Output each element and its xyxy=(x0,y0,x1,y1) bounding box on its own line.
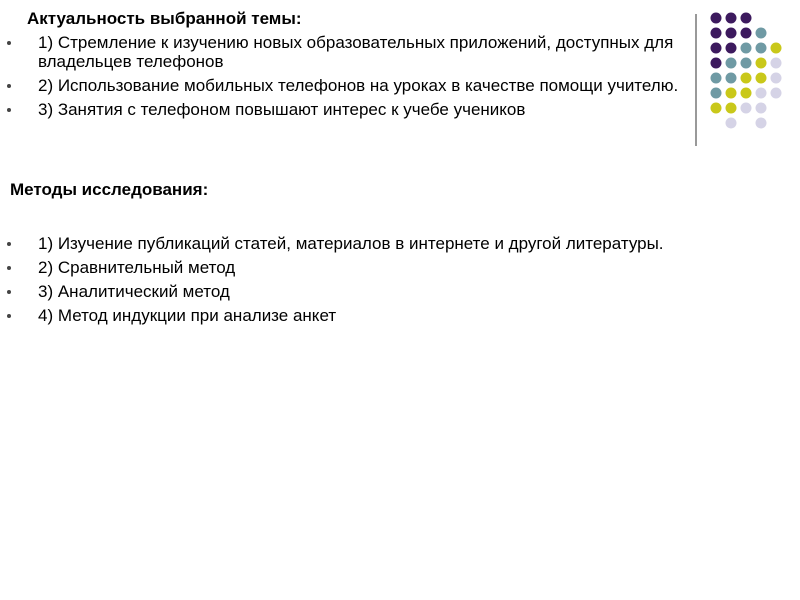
decorative-dot xyxy=(726,28,737,39)
methods-heading: Методы исследования: xyxy=(10,180,209,199)
decorative-dot xyxy=(741,103,752,114)
decorative-dot xyxy=(756,88,767,99)
decorative-dot xyxy=(756,58,767,69)
relevance-heading: Актуальность выбранной темы: xyxy=(27,9,302,28)
decorative-dot xyxy=(756,43,767,54)
bullet-icon xyxy=(7,314,11,318)
decorative-dot xyxy=(726,58,737,69)
decorative-dot xyxy=(726,103,737,114)
decorative-dot xyxy=(756,118,767,129)
decorative-dot xyxy=(741,43,752,54)
decorative-dot xyxy=(726,118,737,129)
decorative-dot xyxy=(711,58,722,69)
decorative-dot xyxy=(711,88,722,99)
decorative-dot xyxy=(756,73,767,84)
decorative-dot xyxy=(711,103,722,114)
bullet-icon xyxy=(7,242,11,246)
list-item-text: 1) Стремление к изучению новых образовательных приложений, доступных для владельцев телефонов xyxy=(38,33,674,71)
decorative-dot xyxy=(771,43,782,54)
list-item xyxy=(0,234,680,253)
decorative-dot xyxy=(711,28,722,39)
list-item-text: 3) Занятия с телефоном повышают интерес к учебе учеников xyxy=(38,100,526,119)
bullet-icon xyxy=(7,266,11,270)
decorative-dot xyxy=(711,73,722,84)
decorative-dot xyxy=(741,88,752,99)
list-item-text: 3) Аналитический метод xyxy=(38,282,230,301)
decorative-dot xyxy=(726,73,737,84)
list-item-text: 1) Изучение публикаций статей, материалов в интернете и другой литературы. xyxy=(38,234,664,253)
list-item-text: 4) Метод индукции при анализе анкет xyxy=(38,306,337,325)
decorative-dot xyxy=(741,13,752,24)
list-item xyxy=(0,306,680,325)
decorative-dot xyxy=(756,28,767,39)
list-item xyxy=(0,258,680,277)
methods-list xyxy=(0,234,680,325)
decorative-dot xyxy=(711,13,722,24)
decorative-dot xyxy=(726,13,737,24)
list-item-text: 2) Сравнительный метод xyxy=(38,258,236,277)
decorative-dot xyxy=(741,73,752,84)
decorative-dot xyxy=(771,58,782,69)
decorative-dot xyxy=(726,43,737,54)
decorative-dot xyxy=(711,43,722,54)
list-item-text: 2) Использование мобильных телефонов на уроках в качестве помощи учителю. xyxy=(38,76,679,95)
decorative-dot xyxy=(741,58,752,69)
decorative-dot xyxy=(771,73,782,84)
decorative-dot xyxy=(741,28,752,39)
decorative-dot-grid xyxy=(0,0,800,140)
decorative-dot xyxy=(771,88,782,99)
bullet-icon xyxy=(7,290,11,294)
decorative-dot xyxy=(756,103,767,114)
list-item xyxy=(0,282,680,301)
decorative-dot xyxy=(726,88,737,99)
